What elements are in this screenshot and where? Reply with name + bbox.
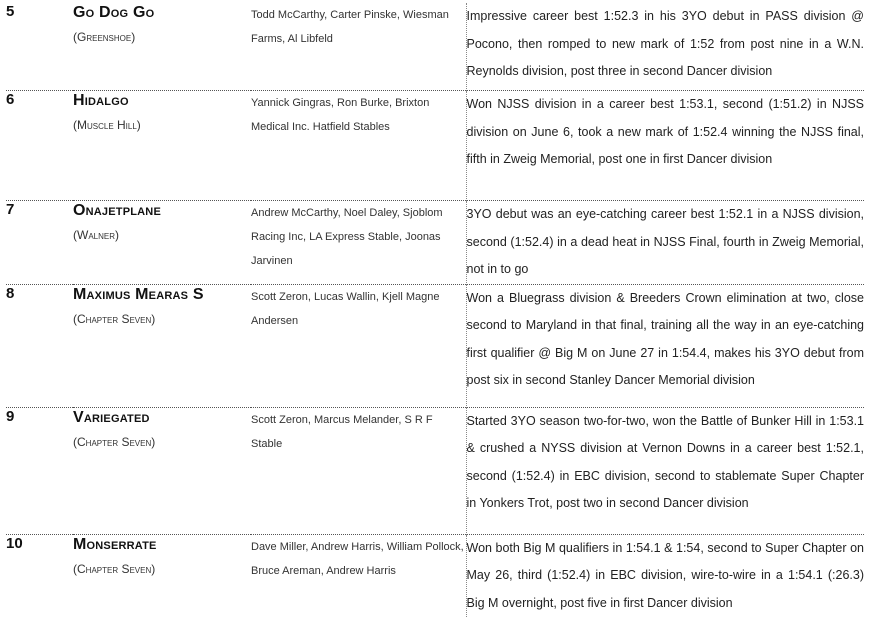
connections: Dave Miller, Andrew Harris, William Pollock, Bruce Areman, Andrew Harris [251, 534, 466, 617]
post-number: 8 [6, 284, 73, 407]
table-row [6, 534, 864, 617]
post-number: 10 [6, 534, 73, 617]
post-number: 5 [6, 3, 15, 20]
horse-cell [73, 407, 251, 534]
connections: Scott Zeron, Marcus Melander, S R F Stable [251, 407, 466, 534]
table-row [6, 407, 864, 534]
post-number: 6 [6, 91, 73, 201]
connections: Todd McCarthy, Carter Pinske, Wiesman Farms, Al Libfeld [251, 9, 449, 45]
connections: Yannick Gingras, Ron Burke, Brixton Medical Inc. Hatfield Stables [251, 91, 466, 201]
horse-cell [73, 201, 251, 285]
race-notes: Started 3YO season two-for-two, won the Battle of Bunker Hill in 1:53.1 & crushed a NYSS division at Vernon Downs in a career best 1:52.1, second (1:52.4) in EBC division, second to stablemate Super Chapter in Yonkers Trot, post two in second Dancer division [466, 407, 864, 534]
horse-name: Maximus Mearas S [73, 285, 204, 303]
sire-name: (Walner) [73, 228, 119, 242]
race-notes: Won both Big M qualifiers in 1:54.1 & 1:54, second to Super Chapter on May 26, third (1:52.4) in EBC division, wire-to-wire in a 1:54.1 (:26.3) Big M overnight, post five in first Dancer division [466, 534, 864, 617]
sire-name: (Greenshoe) [73, 30, 136, 44]
horse-name: Monserrate [73, 535, 157, 553]
horse-cell [73, 534, 251, 617]
sire-name: (Chapter Seven) [73, 311, 156, 326]
race-notes: 3YO debut was an eye-catching career best 1:52.1 in a NJSS division, second (1:52.4) in a dead heat in NJSS Final, fourth in Zweig Memorial, not in to go [466, 201, 864, 285]
race-notes: Won a Bluegrass division & Breeders Crown elimination at two, close second to Maryland in that final, training all the way in an eye-catching first qualifier @ Big M on June 27 in 1:54.4, makes his 3YO debut from post six in second Stanley Dancer Memorial division [466, 284, 864, 407]
horse-cell [73, 284, 251, 407]
horse-cell [73, 91, 251, 201]
sire-name: (Muscle Hill) [73, 118, 141, 132]
horse-name: Go Dog Go [73, 4, 155, 21]
table-row [6, 284, 864, 407]
sire-name: (Chapter Seven) [73, 434, 156, 449]
connections: Andrew McCarthy, Noel Daley, Sjoblom Racing Inc, LA Express Stable, Joonas Jarvinen [251, 201, 466, 285]
post-number: 7 [6, 201, 73, 285]
race-notes: Impressive career best 1:52.3 in his 3YO debut in PASS division @ Pocono, then romped to new mark of 1:52 from post nine in a W.N. Reynolds division, post three in second Dancer division [466, 3, 864, 91]
table-row [6, 91, 864, 201]
post-number: 9 [6, 407, 73, 534]
horse-cell [73, 3, 251, 91]
horse-name: Variegated [73, 408, 150, 426]
horse-name: Onajetplane [73, 202, 161, 219]
table-row [6, 201, 864, 285]
connections: Scott Zeron, Lucas Wallin, Kjell Magne Andersen [251, 284, 466, 407]
entries-table [6, 3, 864, 617]
race-notes: Won NJSS division in a career best 1:53.1, second (1:51.2) in NJSS division on June 6, took a new mark of 1:52.4 winning the NJSS final, fifth in Zweig Memorial, post one in first Dancer division [466, 91, 864, 201]
sire-name: (Chapter Seven) [73, 561, 156, 576]
table-row [6, 3, 864, 91]
horse-name: Hidalgo [73, 92, 129, 109]
